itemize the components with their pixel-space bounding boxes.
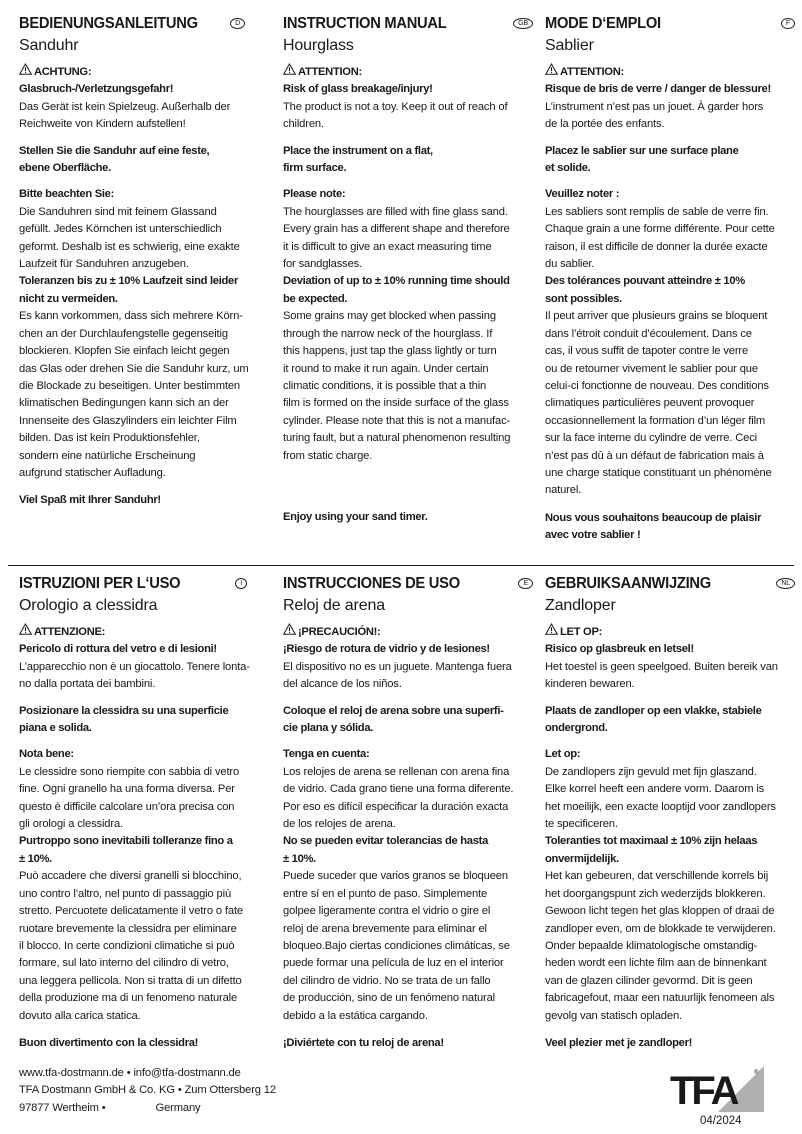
warning-heading: Risque de bris de verre / danger de blessure!	[545, 83, 771, 96]
tolerance-notice: Toleranties tot maximaal ± 10% zijn helaas onvermijdelijk.	[545, 835, 758, 865]
warning-label-text: ATTENTION:	[560, 65, 624, 78]
warning-triangle-icon	[545, 63, 558, 81]
language-badge: I	[235, 578, 247, 589]
warning-text: L’apparecchio non è un giocattolo. Tenere lonta- no dalla portata dei bambini.	[19, 660, 250, 691]
warning-triangle-icon	[283, 63, 296, 81]
warning-triangle-icon	[283, 623, 296, 641]
footer-address	[19, 1065, 276, 1117]
placement-instruction: Place the instrument on a flat, firm surface.	[283, 144, 433, 175]
warning-label-text: ACHTUNG:	[34, 65, 92, 78]
registered-mark: ®	[754, 1070, 759, 1076]
separator: •	[177, 1084, 182, 1097]
warning-heading: ¡Riesgo de rotura de vidrio y de lesiones!	[283, 643, 490, 656]
warning-heading: Risk of glass breakage/injury!	[283, 83, 433, 96]
product-name: Sanduhr	[19, 37, 79, 54]
language-badge: D	[230, 18, 245, 29]
warning-text: L’instrument n’est pas un jouet. À garder hors de la portée des enfants.	[545, 100, 764, 131]
note-label: Nota bene:	[19, 748, 74, 761]
note-label: Tenga en cuenta:	[283, 748, 370, 761]
note-text: Los relojes de arena se rellenan con arena fina de vidrio. Cada grano tiene una forma diferente. Por eso es difícil especificar la duración exacta de los relojes de arena.	[283, 765, 514, 831]
detail-text: Può accadere che diversi granelli si blocchino, uno contro l’altro, nel punto di passaggio più stretto. Percuotete delicatamente il vetro o fate ruotare brevemente la clessidra per eliminare il blocco. In certe condizioni climatiche si può formare, sul lato interno del cilindro di vetro, una leggera pellicola. Non si tratta di un difetto della produzione ma di un fenomeno naturale dovuto alla carica statica.	[19, 870, 243, 1022]
note-text: Le clessidre sono riempite con sabbia di vetro fine. Ogni granello ha una forma diversa. Per questo è difficile calcolare un’ora precisa con gli orologi a clessidra.	[19, 765, 240, 831]
note-text: De zandlopers zijn gevuld met fijn glaszand. Elke korrel heeft een andere vorm. Daarom is het moeilijk, een exacte looptijd voor zandlopers te specificeren.	[545, 765, 776, 831]
product-name: Hourglass	[283, 37, 354, 54]
website-link[interactable]: www.tfa-dostmann.de	[19, 1067, 124, 1079]
country: Germany	[155, 1101, 201, 1114]
street: Zum Ottersberg 12	[184, 1084, 276, 1097]
section-header	[283, 13, 541, 35]
warning-label	[19, 623, 277, 641]
placement-instruction: Coloque el reloj de arena sobre una superfi- cie plana y sólida.	[283, 704, 504, 735]
closing-message: ¡Diviértete con tu reloj de arena!	[283, 1036, 444, 1049]
section-title: INSTRUCCIONES DE USO	[283, 575, 460, 592]
placement-instruction: Plaats de zandloper op een vlakke, stabiele ondergrond.	[545, 704, 762, 735]
warning-label	[283, 63, 541, 81]
tolerance-notice: Deviation of up to ± 10% running time should be expected.	[283, 275, 510, 305]
section-title: BEDIENUNGSANLEITUNG	[19, 15, 198, 32]
section-title: INSTRUCTION MANUAL	[283, 15, 447, 32]
warning-label	[545, 623, 802, 641]
product-name: Reloj de arena	[283, 597, 385, 614]
section-title: MODE D‘EMPLOI	[545, 15, 661, 32]
warning-label-text: LET OP:	[560, 625, 603, 638]
note-label: Please note:	[283, 188, 346, 201]
company-name: TFA Dostmann GmbH & Co. KG	[19, 1084, 175, 1097]
warning-label-text: ¡PRECAUCIÓN!:	[298, 625, 381, 638]
product-name: Orologio a clessidra	[19, 597, 158, 614]
warning-text: The product is not a toy. Keep it out of reach of children.	[283, 100, 508, 131]
warning-label	[19, 63, 277, 81]
product-name: Zandloper	[545, 597, 616, 614]
detail-text: Puede suceder que varios granos se bloqueen entre sí en el punto de paso. Simplemente golpee ligeramente contra el vidrio o gire el reloj de arena brevemente para eliminar el bloqueo.Bajo ciertas condiciones climáticas, se puede formar una película de luz en el interior del cilindro de vidrio. No se trata de un fallo de producción, sino de un fenómeno natural debido a la estática cargando.	[283, 870, 510, 1022]
tolerance-notice: No se pueden evitar tolerancias de hasta ± 10%.	[283, 835, 488, 865]
language-badge: GB	[513, 18, 533, 29]
note-label: Bitte beachten Sie:	[19, 188, 115, 201]
section-divider	[8, 565, 794, 566]
warning-heading: Pericolo di rottura del vetro e di lesioni!	[19, 643, 217, 656]
language-section-i	[19, 573, 277, 1052]
language-section-gb	[283, 13, 541, 526]
section-title: GEBRUIKSAANWIJZING	[545, 575, 711, 592]
language-section-nl	[545, 573, 802, 1052]
warning-heading: Risico op glasbreuk en letsel!	[545, 643, 694, 656]
closing-message: Enjoy using your sand timer.	[283, 510, 428, 523]
language-section-d	[19, 13, 277, 510]
section-header	[545, 573, 802, 595]
section-header	[19, 13, 277, 35]
tfa-logo	[668, 1066, 764, 1112]
separator: •	[101, 1101, 106, 1114]
warning-text: Het toestel is geen speelgoed. Buiten bereik van kinderen bewaren.	[545, 660, 778, 691]
tolerance-notice: Des tolérances pouvant atteindre ± 10% sont possibles.	[545, 275, 745, 305]
language-badge: F	[781, 18, 795, 29]
closing-message: Viel Spaß mit Ihrer Sanduhr!	[19, 494, 161, 507]
detail-text: Some grains may get blocked when passing through the narrow neck of the hourglass. If this happens, just tap the glass lightly or turn it round to make it run again. Under certain climatic conditions, it is possible that a thin film is formed on the inside surface of the glass cylinder. Please note that this is not a manufac- turing fault, but a natural phenomenon resulting from static charge.	[283, 310, 511, 462]
separator: •	[126, 1067, 131, 1079]
closing-message: Veel plezier met je zandloper!	[545, 1036, 693, 1049]
language-section-f	[545, 13, 802, 545]
section-title: ISTRUZIONI PER L‘USO	[19, 575, 181, 592]
note-text: Les sabliers sont remplis de sable de verre fin. Chaque grain a une forme différente. Pour cette raison, il est difficile de donner la durée exacte du sablier.	[545, 205, 775, 271]
city: 97877 Wertheim	[19, 1101, 99, 1114]
warning-heading: Glasbruch-/Verletzungsgefahr!	[19, 83, 174, 96]
detail-text: Het kan gebeuren, dat verschillende korrels bij het doorgangspunt zich wederzijds blokkeren. Gewoon licht tegen het glas kloppen of draai de zandloper even, om de blokkade te verwijderen. Onder bepaalde klimatologische omstandig- heden wordt een lichte film aan de binnenkant van de glazen cilinder gevormd. Dit is geen fabricagefout, maar een natuurlijk fenomeen als gevolg van statisch opladen.	[545, 870, 776, 1022]
warning-triangle-icon	[19, 623, 32, 641]
language-badge: NL	[776, 578, 795, 589]
detail-text: Il peut arriver que plusieurs grains se bloquent dans l’étroit conduit d’écoulement. Dans ce cas, il vous suffit de tapoter contre le verre ou de retourner vivement le sablier pour que celui-ci fonctionne de nouveau. Des conditions climatiques particulières peuvent provoquer occasionnellement la formation d’un léger film sur la face interne du cylindre de verre. Ceci n’est pas dû à un défaut de fabrication mais à une charge statique constituant un phénomène naturel.	[545, 310, 772, 497]
product-name: Sablier	[545, 37, 594, 54]
tolerance-notice: Purtroppo sono inevitabili tolleranze fino a ± 10%.	[19, 835, 233, 865]
warning-text: Das Gerät ist kein Spielzeug. Außerhalb der Reichweite von Kindern aufstellen!	[19, 100, 231, 131]
placement-instruction: Placez le sablier sur une surface plane et solide.	[545, 144, 739, 175]
section-header	[545, 13, 802, 35]
warning-label	[283, 623, 541, 641]
closing-message: Buon divertimento con la clessidra!	[19, 1036, 199, 1049]
note-text: Die Sanduhren sind mit feinem Glassand gefüllt. Jedes Körnchen ist unterschiedlich geformt. Deshalb ist es schwierig, eine exakte Laufzeit für Sanduhren anzugeben.	[19, 205, 240, 271]
section-header	[283, 573, 541, 595]
language-section-e	[283, 573, 541, 1052]
language-badge: E	[518, 578, 533, 589]
warning-text: El dispositivo no es un juguete. Mantenga fuera del alcance de los niños.	[283, 660, 512, 691]
note-label: Veuillez noter :	[545, 188, 620, 201]
placement-instruction: Stellen Sie die Sanduhr auf eine feste, ebene Oberfläche.	[19, 144, 210, 175]
section-header	[19, 573, 277, 595]
document-date: 04/2024	[700, 1115, 742, 1127]
warning-triangle-icon	[19, 63, 32, 81]
warning-label-text: ATTENZIONE:	[34, 625, 106, 638]
placement-instruction: Posizionare la clessidra su una superficie piana e solida.	[19, 704, 229, 735]
note-text: The hourglasses are filled with fine glass sand. Every grain has a different shape and therefore it is difficult to give an exact measuring time for sandglasses.	[283, 205, 510, 271]
closing-message: Nous vous souhaitons beaucoup de plaisir avec votre sablier !	[545, 511, 762, 542]
warning-label	[545, 63, 802, 81]
logo-text: TFA	[670, 1069, 737, 1112]
tolerance-notice: Toleranzen bis zu ± 10% Laufzeit sind leider nicht zu vermeiden.	[19, 275, 239, 305]
detail-text: Es kann vorkommen, dass sich mehrere Körn- chen an der Durchlaufengstelle gegenseitig blockieren. Klopfen Sie einfach leicht gegen das Glas oder drehen Sie die Sanduhr kurz, um die Blockade zu beseitigen. Unter bestimmten klimatischen Bedingungen kann sich an der Innenseite des Glaszylinders ein leichter Film bilden. Das ist kein Produktionsfehler, sondern eine natürliche Erscheinung aufgrund statischer Aufladung.	[19, 310, 249, 479]
note-label: Let op:	[545, 748, 581, 761]
warning-label-text: ATTENTION:	[298, 65, 362, 78]
email-link[interactable]: info@tfa-dostmann.de	[133, 1067, 241, 1079]
warning-triangle-icon	[545, 623, 558, 641]
